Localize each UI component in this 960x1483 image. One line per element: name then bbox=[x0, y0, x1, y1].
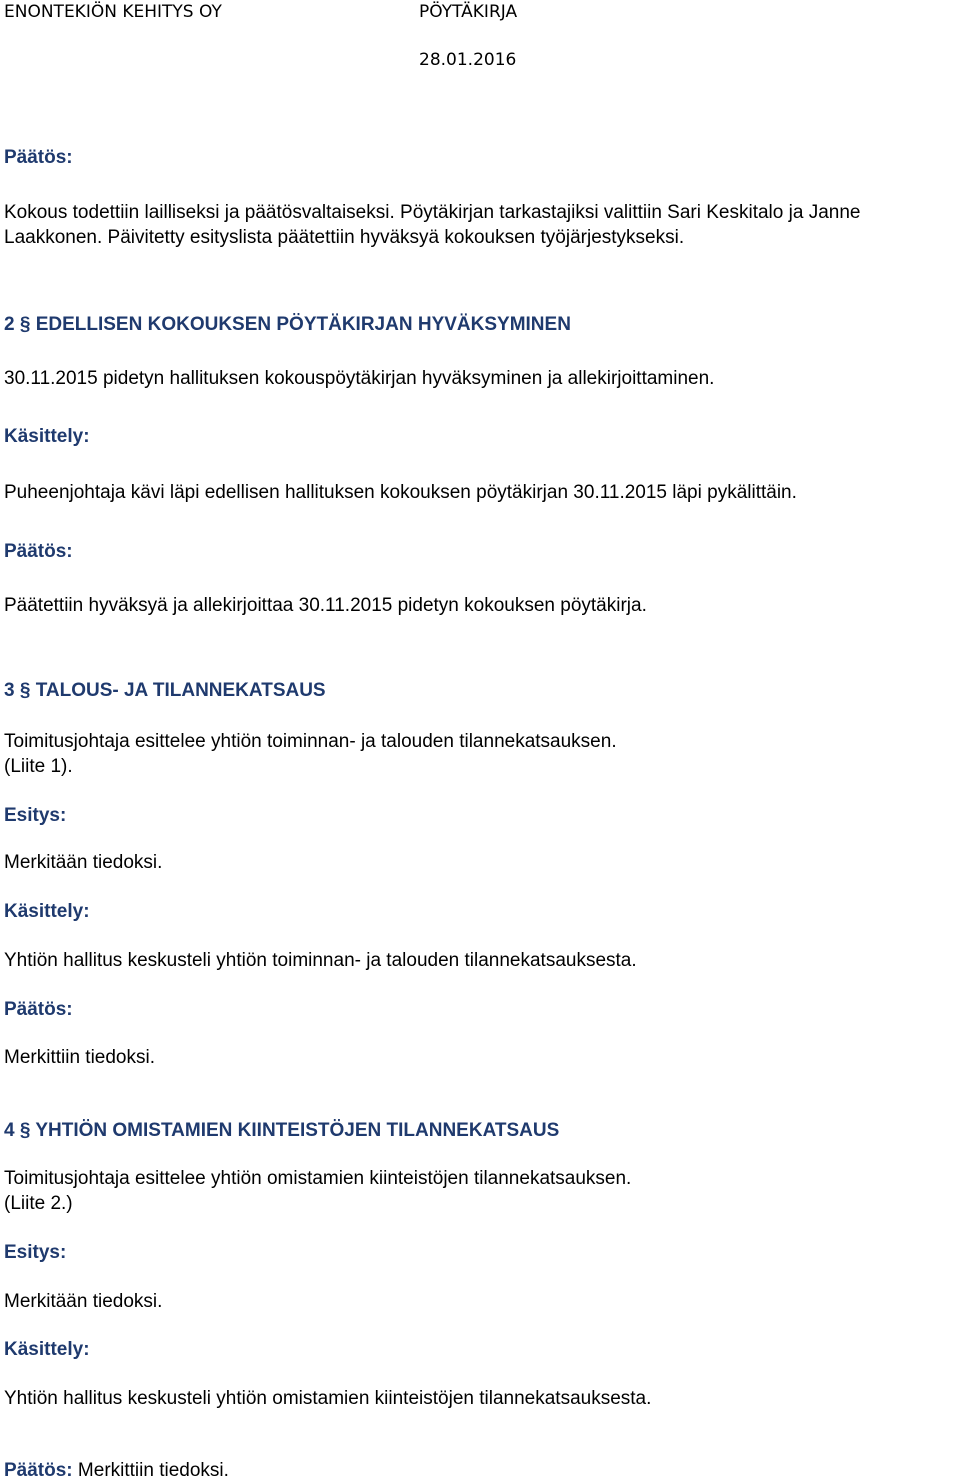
s1-paatos-line1: Kokous todettiin lailliseksi ja päätösvaltaiseksi. Pöytäkirjan tarkastajiksi valittiin Sari Keskitalo ja Janne bbox=[4, 202, 861, 223]
s4-heading: 4 § YHTIÖN OMISTAMIEN KIINTEISTÖJEN TILANNEKATSAUS bbox=[4, 1120, 560, 1141]
s2-paatos-text: Päätettiin hyväksyä ja allekirjoittaa 30.11.2015 pidetyn kokouksen pöytäkirja. bbox=[4, 595, 647, 616]
s3-intro-line2: (Liite 1). bbox=[4, 756, 73, 777]
s3-intro-line1: Toimitusjohtaja esittelee yhtiön toiminnan- ja talouden tilannekatsauksen. bbox=[4, 731, 617, 752]
s4-paatos-text: Merkittiin tiedoksi. bbox=[77, 1460, 229, 1481]
s4-kasittely-label: Käsittely: bbox=[4, 1339, 90, 1360]
s3-esitys-text: Merkitään tiedoksi. bbox=[4, 852, 163, 873]
document-type: PÖYTÄKIRJA bbox=[419, 2, 518, 22]
s3-kasittely-text: Yhtiön hallitus keskusteli yhtiön toiminnan- ja talouden tilannekatsauksesta. bbox=[4, 950, 637, 971]
s3-kasittely-label: Käsittely: bbox=[4, 901, 90, 922]
s1-paatos-line2: Laakkonen. Päivitetty esityslista päätettiin hyväksyä kokouksen työjärjestykseksi. bbox=[4, 227, 685, 248]
s4-intro-line2: (Liite 2.) bbox=[4, 1193, 73, 1214]
s4-intro-line1: Toimitusjohtaja esittelee yhtiön omistamien kiinteistöjen tilannekatsauksen. bbox=[4, 1168, 632, 1189]
s2-paatos-label: Päätös: bbox=[4, 541, 73, 562]
s3-esitys-label: Esitys: bbox=[4, 805, 67, 826]
s3-paatos-label: Päätös: bbox=[4, 999, 73, 1020]
s2-intro: 30.11.2015 pidetyn hallituksen kokouspöytäkirjan hyväksyminen ja allekirjoittaminen. bbox=[4, 368, 715, 389]
s3-heading: 3 § TALOUS- JA TILANNEKATSAUS bbox=[4, 680, 326, 701]
s4-paatos-line bbox=[4, 1459, 229, 1483]
s3-paatos-text: Merkittiin tiedoksi. bbox=[4, 1047, 155, 1068]
s2-kasittely-label: Käsittely: bbox=[4, 426, 90, 447]
s4-esitys-label: Esitys: bbox=[4, 1242, 67, 1263]
s4-esitys-text: Merkitään tiedoksi. bbox=[4, 1291, 163, 1312]
s2-heading: 2 § EDELLISEN KOKOUKSEN PÖYTÄKIRJAN HYVÄKSYMINEN bbox=[4, 314, 571, 335]
s4-kasittely-text: Yhtiön hallitus keskusteli yhtiön omistamien kiinteistöjen tilannekatsauksesta. bbox=[4, 1388, 652, 1409]
company-name: ENONTEKIÖN KEHITYS OY bbox=[4, 2, 222, 22]
document-date: 28.01.2016 bbox=[419, 50, 517, 70]
s4-paatos-label: Päätös: bbox=[4, 1460, 73, 1481]
s1-paatos-label: Päätös: bbox=[4, 147, 73, 168]
s2-kasittely-text: Puheenjohtaja kävi läpi edellisen hallituksen kokouksen pöytäkirjan 30.11.2015 läpi pykälittäin. bbox=[4, 482, 797, 503]
